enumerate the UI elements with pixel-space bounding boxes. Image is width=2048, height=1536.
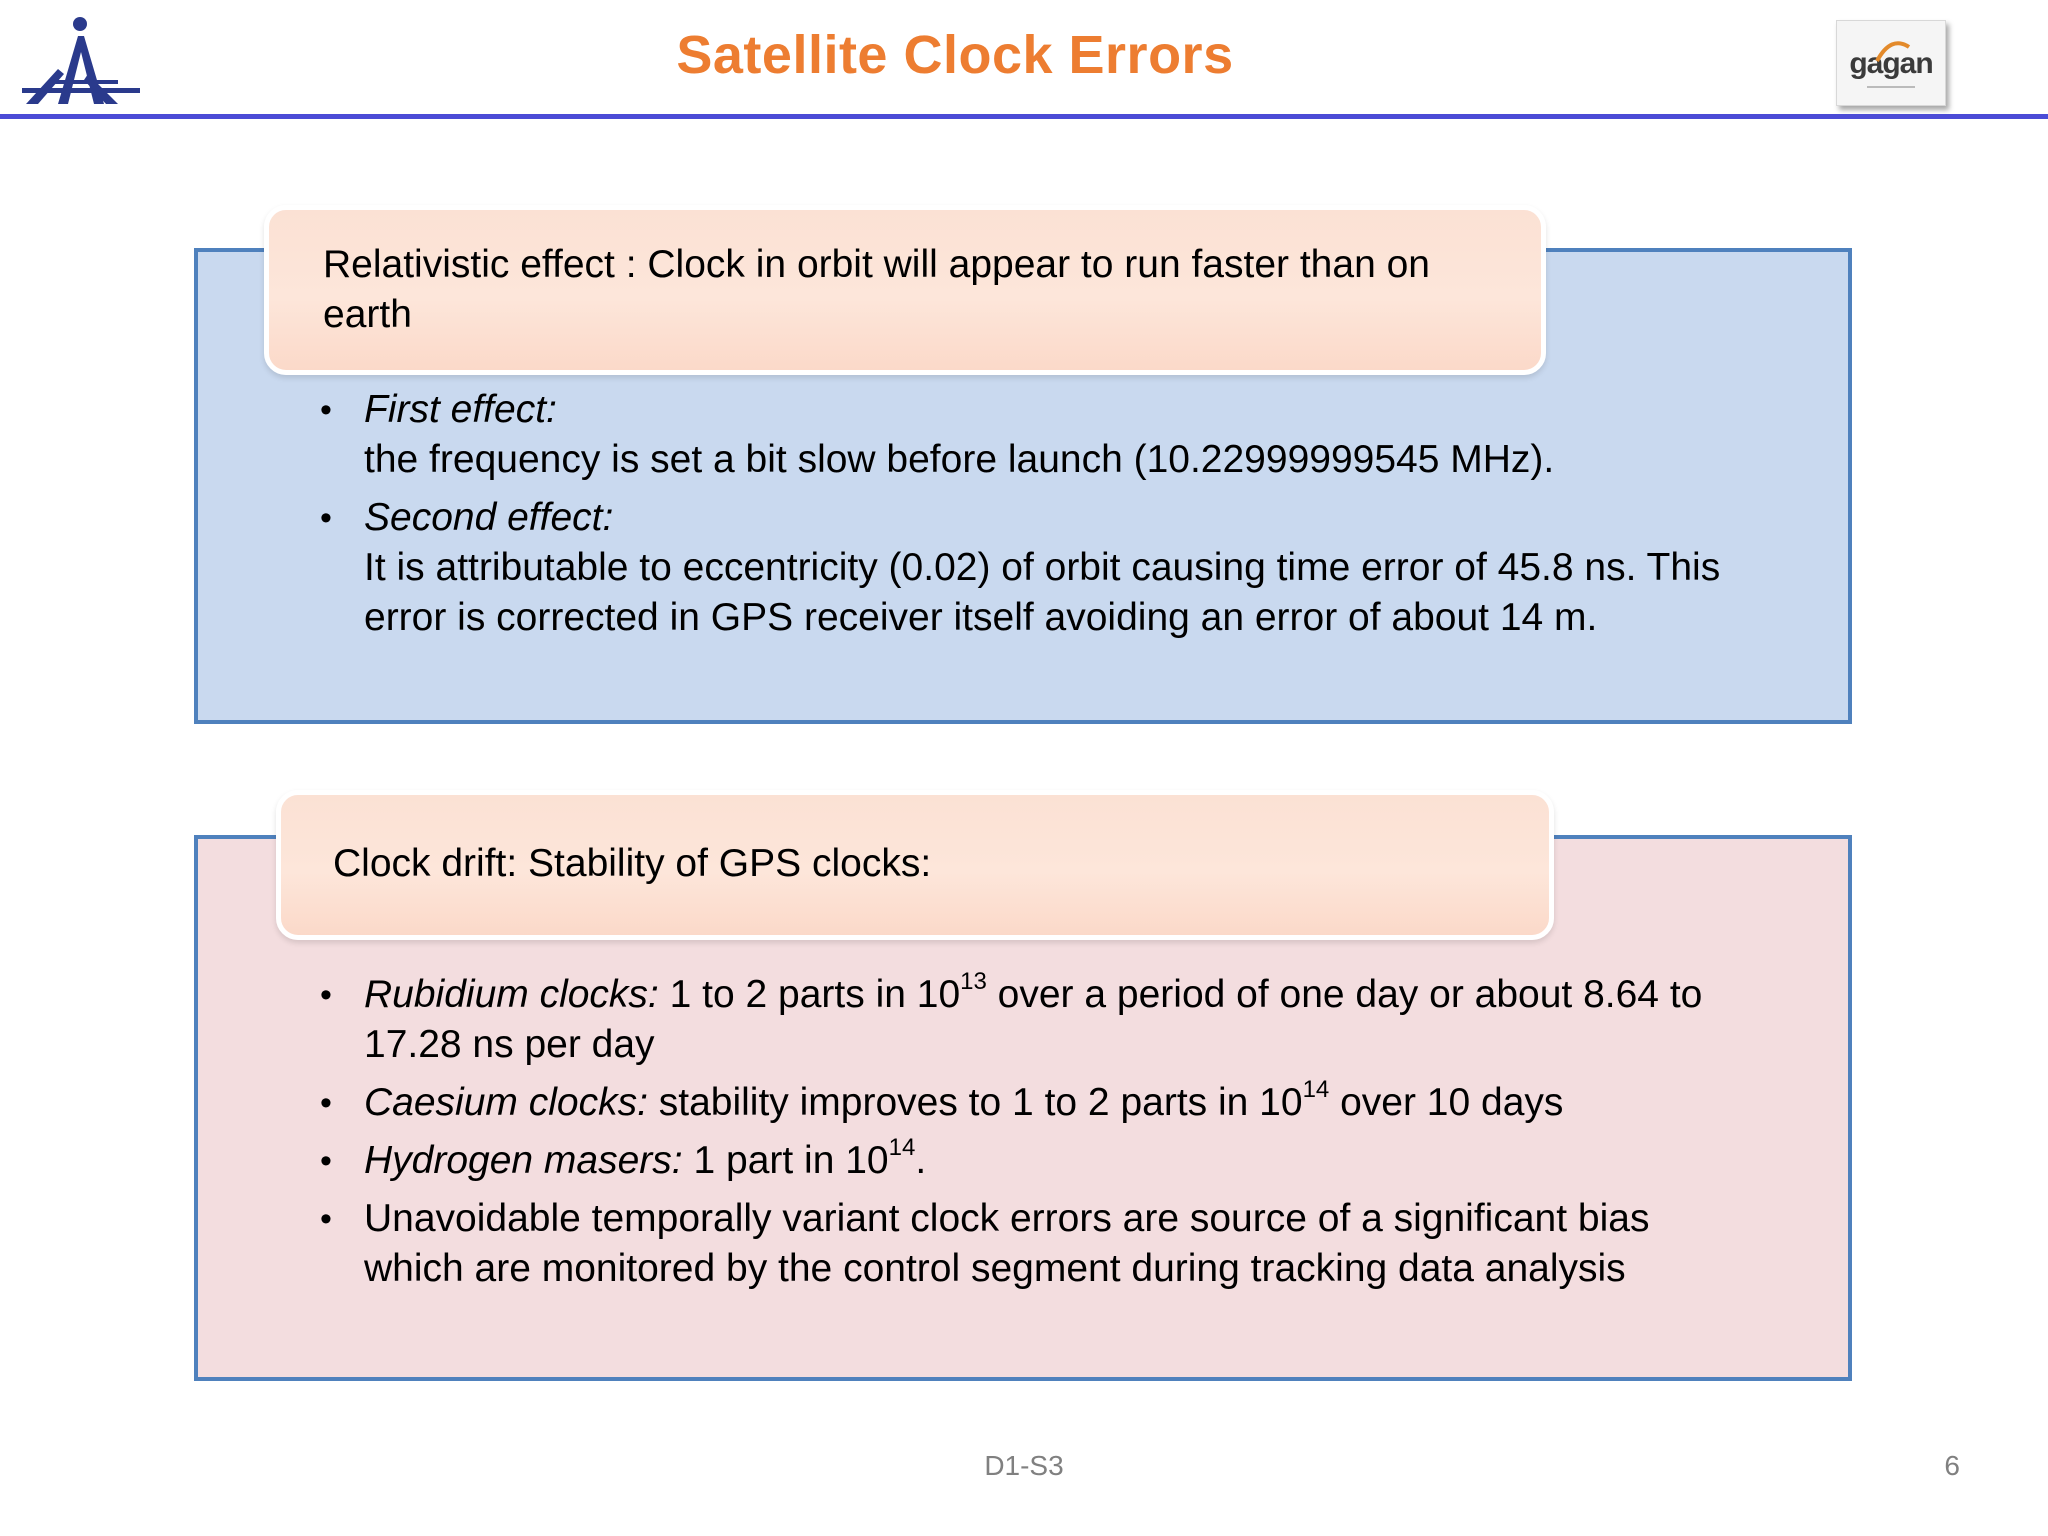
clock-drift-list bbox=[320, 970, 1740, 1302]
bullet-label: Second effect: bbox=[364, 496, 614, 539]
gagan-logo bbox=[1836, 20, 1946, 106]
footer-slide-code: D1-S3 bbox=[984, 1450, 1064, 1481]
exponent: 14 bbox=[888, 1134, 916, 1161]
gagan-logo-icon bbox=[1837, 21, 1945, 105]
list-item bbox=[320, 970, 1740, 1070]
bullet-text: 1 part in 10 bbox=[682, 1139, 889, 1182]
bullet-text: over 10 days bbox=[1329, 1081, 1564, 1124]
bullet-label: Caesium clocks: bbox=[364, 1081, 648, 1124]
bullet-text: the frequency is set a bit slow before launch (10.22999999545 MHz). bbox=[364, 438, 1555, 481]
bullet-text: . bbox=[915, 1139, 927, 1182]
list-item bbox=[320, 1194, 1740, 1294]
exponent: 13 bbox=[960, 968, 987, 995]
bullet-label: Rubidium clocks: bbox=[364, 973, 659, 1016]
bullet-dot-icon: • bbox=[320, 1200, 332, 1238]
bullet-text: It is attributable to eccentricity (0.02) of orbit causing time error of 45.8 ns. This error is corrected in GPS receiver itself avoiding an error of about 14 m. bbox=[364, 546, 1721, 639]
page-number: 6 bbox=[1944, 1450, 1960, 1481]
bullet-text: Unavoidable temporally variant clock errors are source of a significant bias which are monitored by the control segment during tracking data analysis bbox=[364, 1197, 1650, 1290]
bullet-label: Hydrogen masers: bbox=[364, 1139, 683, 1182]
bullet-dot-icon: • bbox=[320, 976, 332, 1014]
bullet-dot-icon: • bbox=[320, 499, 332, 537]
header-divider bbox=[0, 114, 2048, 119]
bullet-label: First effect: bbox=[364, 388, 557, 431]
page-title: Satellite Clock Errors bbox=[676, 25, 1234, 85]
clock-drift-callout: Clock drift: Stability of GPS clocks: bbox=[276, 790, 1554, 940]
bullet-text: stability improves to 1 to 2 parts in 10 bbox=[647, 1081, 1303, 1124]
list-item bbox=[320, 493, 1740, 643]
bullet-dot-icon: • bbox=[320, 391, 332, 429]
list-item bbox=[320, 1136, 1740, 1186]
bullet-dot-icon: • bbox=[320, 1142, 332, 1180]
bullet-dot-icon: • bbox=[320, 1084, 332, 1122]
relativistic-effect-list bbox=[320, 385, 1740, 651]
bullet-text: over a period of one day or about 8.64 to 17.28 ns per day bbox=[364, 973, 1703, 1066]
list-item bbox=[320, 1078, 1740, 1128]
gagan-logo-text: gagan bbox=[1849, 47, 1933, 80]
list-item bbox=[320, 385, 1740, 485]
exponent: 14 bbox=[1302, 1076, 1330, 1103]
relativistic-effect-callout: Relativistic effect : Clock in orbit will appear to run faster than on earth bbox=[264, 205, 1546, 375]
bullet-text: 1 to 2 parts in 10 bbox=[658, 973, 961, 1016]
